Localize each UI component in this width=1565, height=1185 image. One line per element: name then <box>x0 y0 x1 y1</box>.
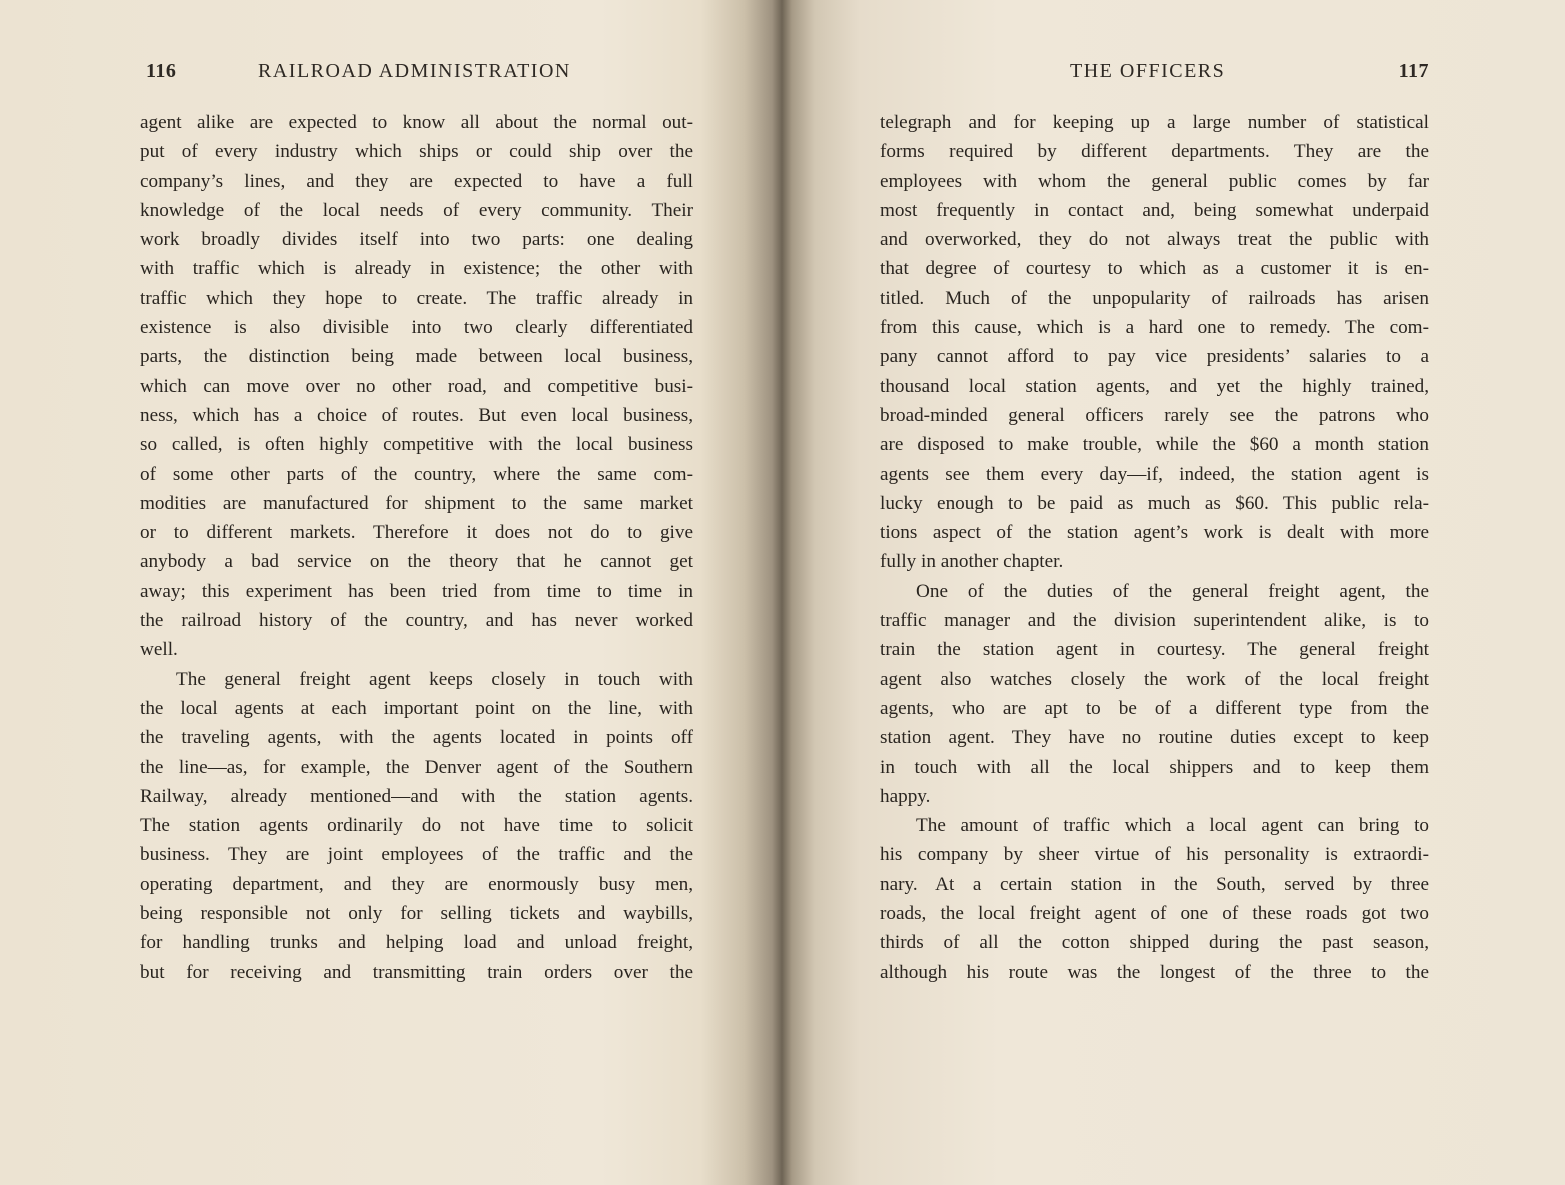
text-line: put of every industry which ships or could ship over the <box>140 141 693 163</box>
text-line: agents see them every day—if, indeed, the station agent is <box>880 463 1429 485</box>
running-head-left: RAILROAD ADMINISTRATION <box>258 60 571 82</box>
text-line: which can move over no other road, and competitive busi- <box>140 375 693 397</box>
right-page <box>880 0 1429 1185</box>
text-line: happy. <box>880 785 931 807</box>
text-line: nary. At a certain station in the South, served by three <box>880 873 1429 895</box>
text-line: the local agents at each important point on the line, with <box>140 697 693 719</box>
text-line: so called, is often highly competitive with the local business <box>140 434 693 456</box>
text-line: most frequently in contact and, being somewhat underpaid <box>880 199 1429 221</box>
text-line: or to different markets. Therefore it does not do to give <box>140 522 693 544</box>
text-line: station agent. They have no routine duties except to keep <box>880 727 1429 749</box>
text-line: away; this experiment has been tried from time to time in <box>140 580 693 602</box>
text-line: that degree of courtesy to which as a customer it is en- <box>880 258 1429 280</box>
text-line: The amount of traffic which a local agent can bring to <box>916 815 1429 837</box>
text-line: operating department, and they are enormously busy men, <box>140 873 693 895</box>
text-line: traffic which they hope to create. The traffic already in <box>140 287 693 309</box>
text-line: anybody a bad service on the theory that he cannot get <box>140 551 693 573</box>
text-line: are disposed to make trouble, while the $60 a month station <box>880 434 1429 456</box>
left-page-body <box>140 108 693 987</box>
text-line: in touch with all the local shippers and to keep them <box>880 756 1429 778</box>
text-line: train the station agent in courtesy. The general freight <box>880 639 1429 661</box>
text-line: titled. Much of the unpopularity of railroads has arisen <box>880 287 1429 309</box>
text-line: modities are manufactured for shipment to the same market <box>140 492 693 514</box>
text-line: the traveling agents, with the agents located in points off <box>140 727 693 749</box>
text-line: his company by sheer virtue of his personality is extraordi- <box>880 844 1429 866</box>
text-line: telegraph and for keeping up a large number of statistical <box>880 112 1429 133</box>
text-line: agent also watches closely the work of the local freight <box>880 668 1429 690</box>
text-line: of some other parts of the country, where the same com- <box>140 463 693 485</box>
text-line: work broadly divides itself into two parts: one dealing <box>140 229 693 251</box>
text-line: lucky enough to be paid as much as $60. This public rela- <box>880 492 1429 514</box>
right-page-header <box>880 60 1429 88</box>
text-line: well. <box>140 639 178 661</box>
text-line: pany cannot afford to pay vice presidents’ salaries to a <box>880 346 1429 368</box>
text-line: One of the duties of the general freight agent, the <box>916 580 1429 602</box>
right-page-body <box>880 108 1429 987</box>
text-line: tions aspect of the station agent’s work is dealt with more <box>880 522 1429 544</box>
text-line: thousand local station agents, and yet the highly trained, <box>880 375 1429 397</box>
text-line: but for receiving and transmitting train orders over the <box>140 961 693 983</box>
text-line: parts, the distinction being made between local business, <box>140 346 693 368</box>
text-line: from this cause, which is a hard one to remedy. The com- <box>880 317 1429 339</box>
text-line: for handling trunks and helping load and unload freight, <box>140 932 693 954</box>
text-line: although his route was the longest of the three to the <box>880 961 1429 983</box>
text-line: traffic manager and the division superintendent alike, is to <box>880 610 1429 632</box>
text-line: the line—as, for example, the Denver agent of the Southern <box>140 756 693 778</box>
text-line: agents, who are apt to be of a different type from the <box>880 697 1429 719</box>
text-line: fully in another chapter. <box>880 551 1064 573</box>
text-line: business. They are joint employees of the traffic and the <box>140 844 693 866</box>
text-line: roads, the local freight agent of one of these roads got two <box>880 903 1429 925</box>
text-line: agent alike are expected to know all about the normal out- <box>140 112 693 133</box>
left-page <box>140 0 693 1185</box>
text-line: being responsible not only for selling tickets and waybills, <box>140 903 693 925</box>
text-line: forms required by different departments. They are the <box>880 141 1429 163</box>
text-line: knowledge of the local needs of every community. Their <box>140 199 693 221</box>
text-line: broad-minded general officers rarely see the patrons who <box>880 404 1429 426</box>
text-line: and overworked, they do not always treat the public with <box>880 229 1429 251</box>
text-line: employees with whom the general public comes by far <box>880 170 1429 192</box>
left-page-header <box>140 60 693 88</box>
text-line: The station agents ordinarily do not have time to solicit <box>140 815 693 837</box>
page-number-right: 117 <box>1398 60 1429 82</box>
page-number-left: 116 <box>146 60 177 82</box>
text-line: Railway, already mentioned—and with the station agents. <box>140 785 693 807</box>
text-line: company’s lines, and they are expected to have a full <box>140 170 693 192</box>
text-line: existence is also divisible into two clearly differentiated <box>140 317 693 339</box>
text-line: the railroad history of the country, and has never worked <box>140 610 693 632</box>
running-head-right: THE OFFICERS <box>1070 60 1226 82</box>
text-line: The general freight agent keeps closely in touch with <box>176 668 693 690</box>
text-line: ness, which has a choice of routes. But even local business, <box>140 404 693 426</box>
text-line: with traffic which is already in existence; the other with <box>140 258 693 280</box>
text-line: thirds of all the cotton shipped during the past season, <box>880 932 1429 954</box>
